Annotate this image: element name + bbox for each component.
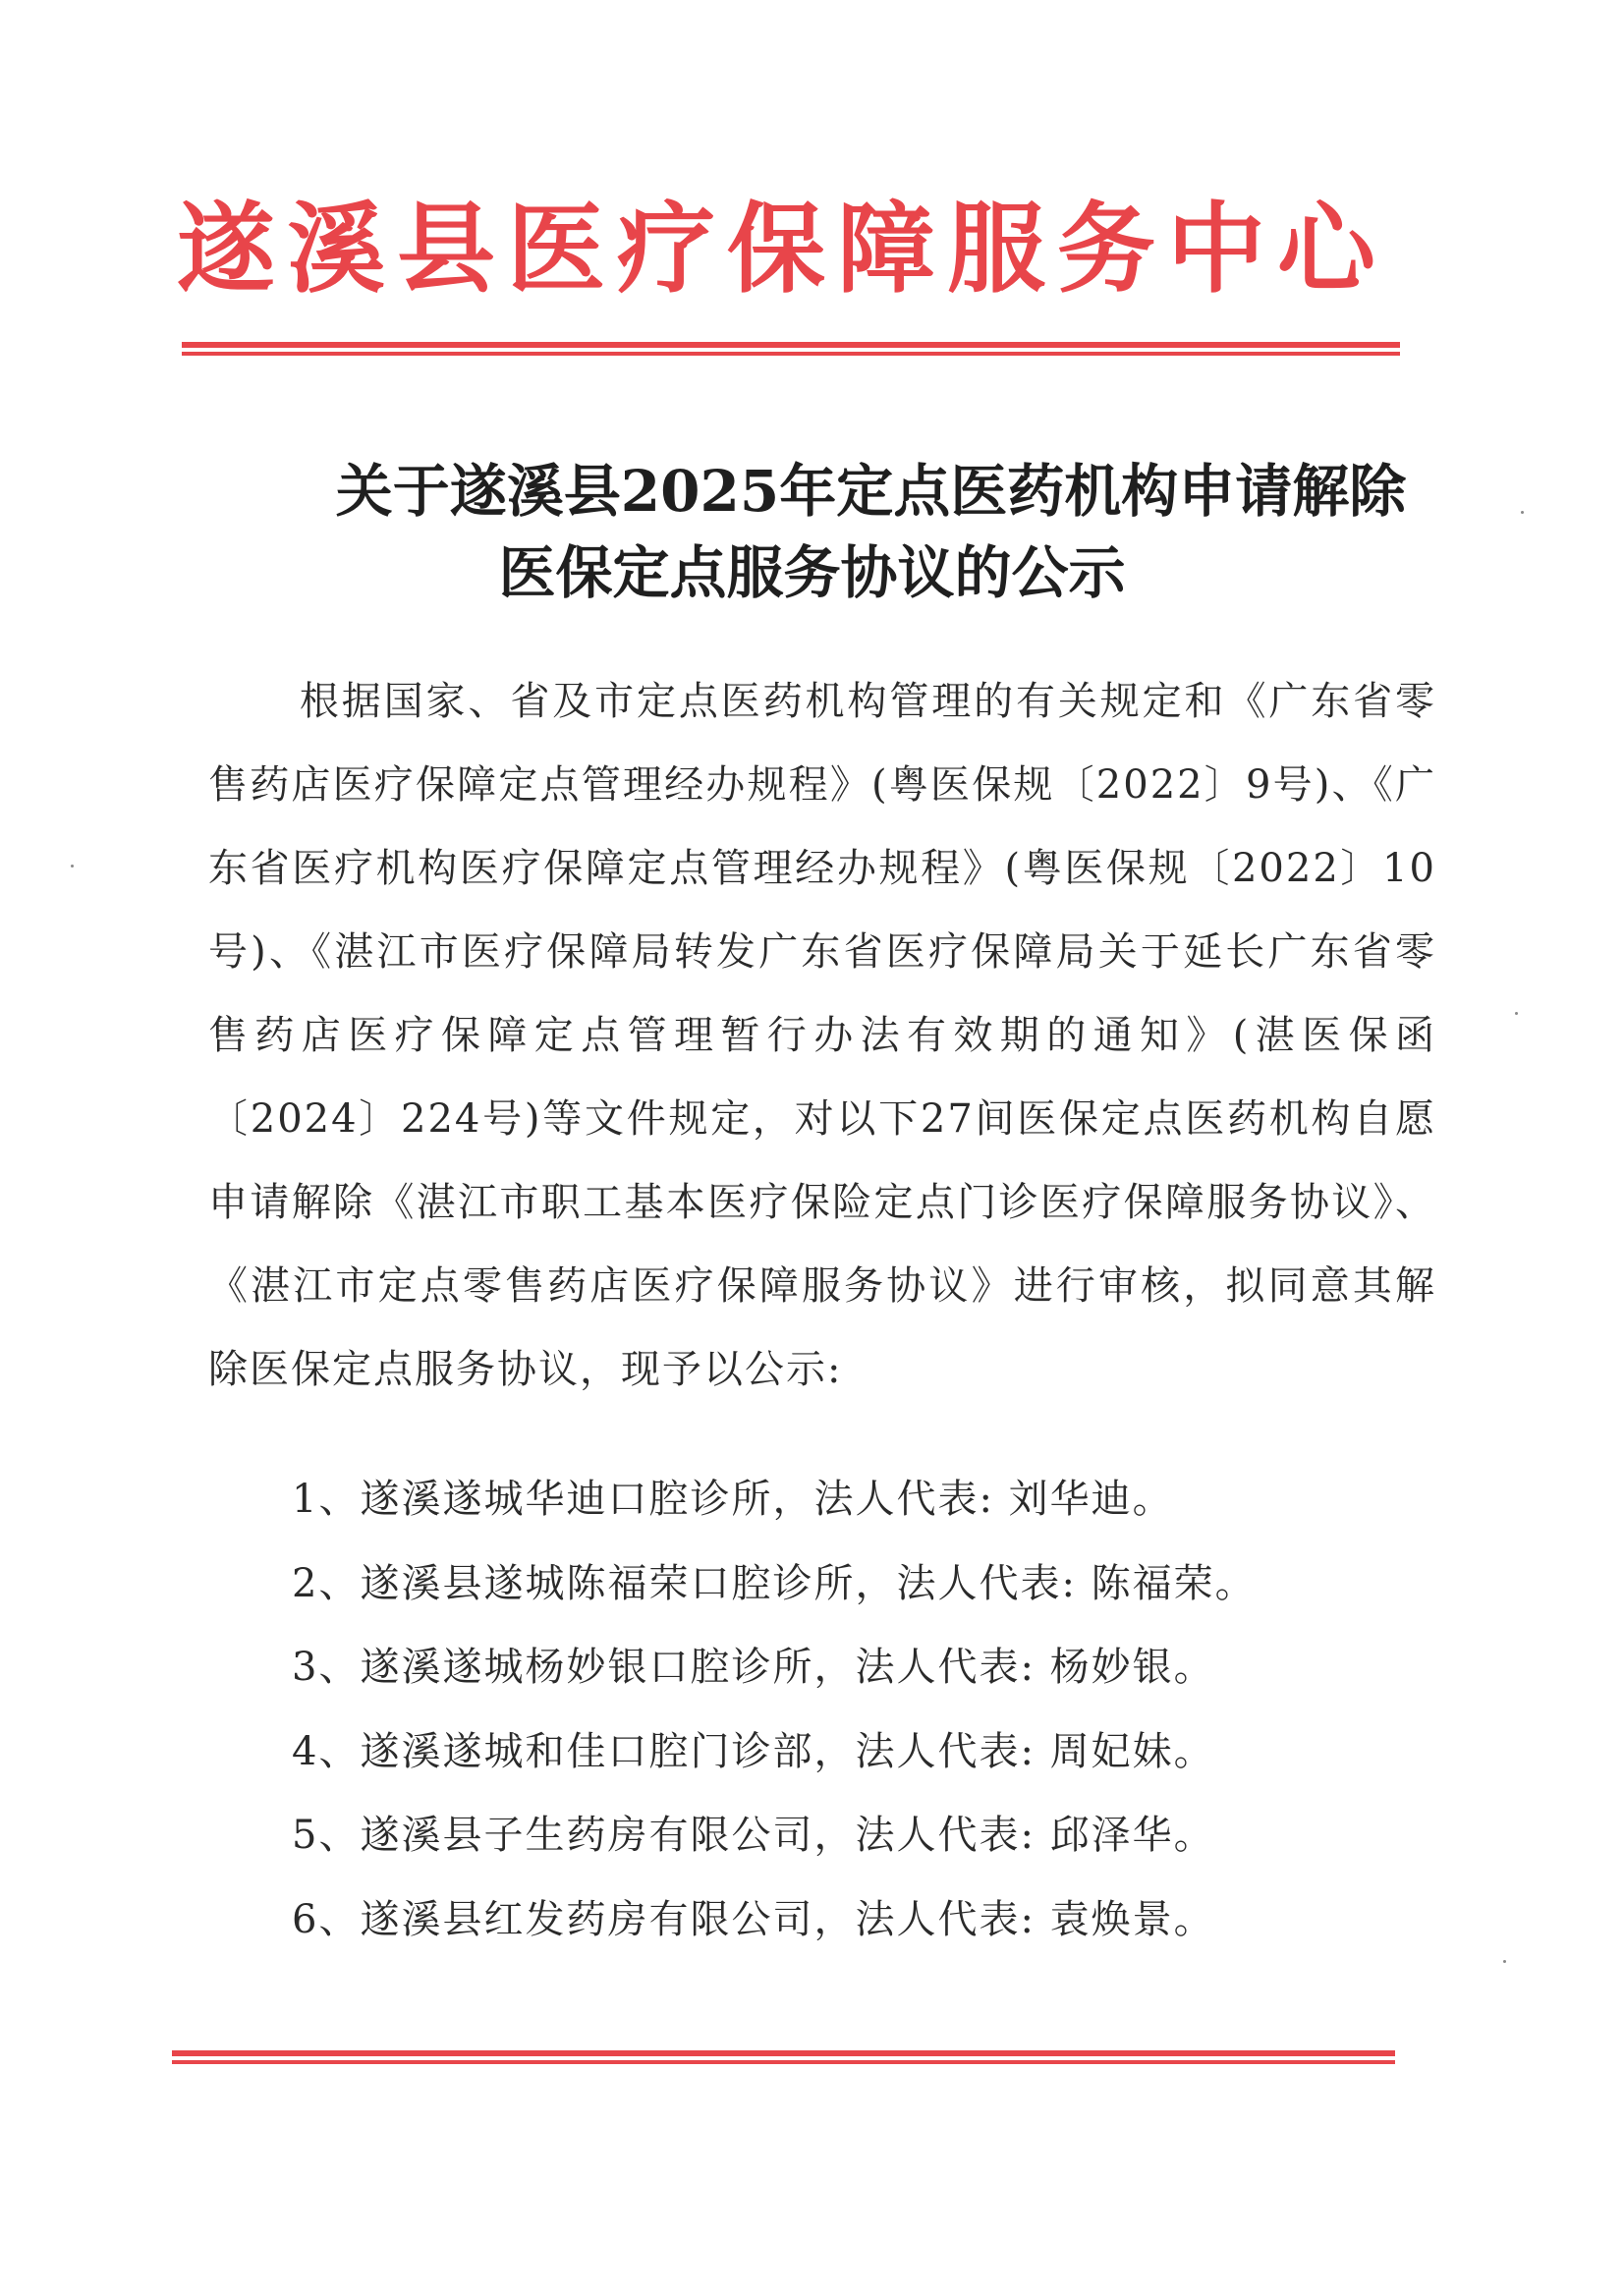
scan-speck	[71, 865, 74, 868]
scan-speck	[1515, 1012, 1518, 1015]
list-item: 6、遂溪县红发药房有限公司，法人代表: 袁焕景。	[292, 1896, 1215, 1942]
notice-title-line-1: 关于遂溪县2025年定点医药机构申请解除	[335, 458, 1407, 525]
list-item: 4、遂溪遂城和佳口腔门诊部，法人代表: 周妃妹。	[292, 1728, 1215, 1774]
list-item: 2、遂溪县遂城陈福荣口腔诊所，法人代表: 陈福荣。	[292, 1560, 1257, 1606]
scan-speck	[1503, 1960, 1506, 1963]
scan-speck	[1521, 511, 1524, 514]
footer-rule-bottom	[172, 2060, 1395, 2064]
footer-rule-top	[172, 2050, 1395, 2056]
list-item: 3、遂溪遂城杨妙银口腔诊所，法人代表: 杨妙银。	[292, 1645, 1215, 1690]
header-rule-top	[182, 342, 1400, 348]
body-paragraph-text: 根据国家、省及市定点医药机构管理的有关规定和《广东省零售药店医疗保障定点管理经办规程》(粤医保规〔2022〕9号)、《广东省医疗机构医疗保障定点管理经办规程》(粤医保规〔2022〕10号)、《湛江市医疗保障局转发广东省医疗保障局关于延长广东省零售药店医疗保障定点管理暂行办法有效期的通知》(湛医保函〔2024〕224号)等文件规定，对以下27间医保定点医药机构自愿申请解除《湛江市职工基本医疗保险定点门诊医疗保障服务协议》、《湛江市定点零售药店医疗保障服务协议》进行审核，拟同意其解除医保定点服务协议，现予以公示:	[208, 679, 1436, 1392]
agency-header: 遂溪县医疗保障服务中心	[177, 191, 1387, 307]
notice-title-line-2: 医保定点服务协议的公示	[498, 539, 1126, 606]
list-item: 1、遂溪遂城华迪口腔诊所，法人代表: 刘华迪。	[292, 1477, 1174, 1522]
list-item: 5、遂溪县子生药房有限公司，法人代表: 邱泽华。	[292, 1813, 1215, 1858]
body-paragraph	[208, 660, 1436, 1412]
institution-list	[292, 1458, 1422, 1962]
header-rule-bottom	[182, 352, 1400, 356]
